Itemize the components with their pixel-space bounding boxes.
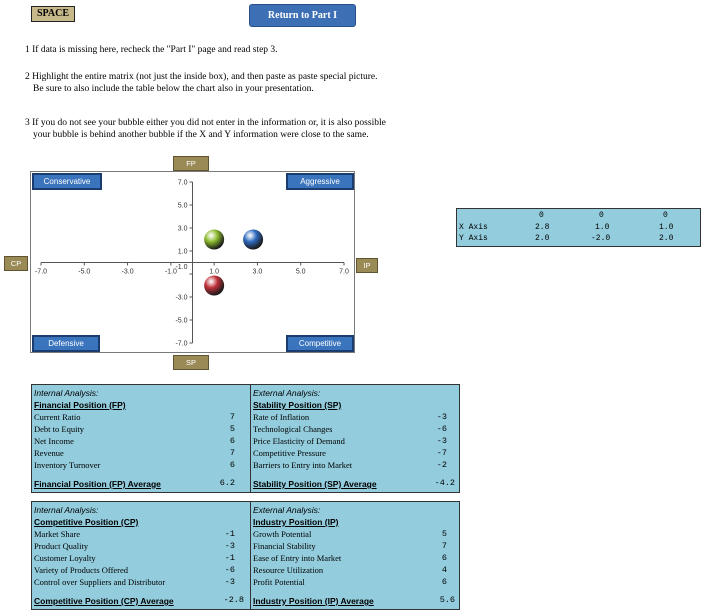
space-button[interactable]: SPACE (31, 6, 75, 22)
ip-item-value[interactable]: 6 (441, 577, 447, 587)
y-tick-label: 5.0 (177, 202, 188, 210)
sp-title: Stability Position (SP) (253, 400, 342, 410)
xy-cell: -2.0 (591, 234, 611, 243)
xy-row-label: Y Axis (459, 234, 488, 243)
cp-item-label: Market Share (34, 529, 81, 539)
xy-header-cell: 0 (663, 211, 668, 220)
sp-item-value[interactable]: -6 (436, 424, 447, 434)
y-tick-label: 3.0 (177, 225, 188, 233)
cp-average-label: Competitive Position (CP) Average (34, 596, 174, 606)
quadrant-label-aggressive: Aggressive (286, 173, 354, 190)
ip-item-value[interactable]: 5 (441, 529, 447, 539)
sp-average-label: Stability Position (SP) Average (253, 479, 377, 489)
ip-item-label: Resource Utilization (253, 565, 324, 575)
ip-item-label: Profit Potential (253, 577, 305, 587)
cp-item-label: Control over Suppliers and Distributor (34, 577, 166, 587)
table-divider (250, 502, 251, 609)
fp-item-label: Debt to Equity (34, 424, 85, 434)
table-divider (250, 385, 251, 492)
x-tick-label: 3.0 (252, 268, 263, 276)
y-tick-label: -5.0 (175, 317, 188, 325)
ip-title: Industry Position (IP) (253, 517, 339, 527)
fp-item-value[interactable]: 6 (229, 436, 235, 446)
xy-cell: 1.0 (659, 223, 674, 232)
xy-cell: 2.0 (659, 234, 674, 243)
note-3 (25, 117, 445, 141)
fp-item-label: Revenue (34, 448, 64, 458)
x-tick-label: 5.0 (295, 268, 306, 276)
cp-item-value[interactable]: -6 (224, 565, 235, 575)
note-text: If data is missing here, recheck the "Part I" page and read step 3. (32, 45, 278, 55)
y-tick-label: -3.0 (175, 294, 188, 302)
ip-kind-label: External Analysis: (253, 505, 321, 515)
note-text: Be sure to also include the table below the chart also in your presentation. (33, 84, 314, 94)
axis-label-sp: SP (173, 355, 209, 370)
note-1 (25, 44, 445, 56)
sp-item-label: Rate of Inflation (253, 412, 310, 422)
cp-item-label: Customer Loyalty (34, 553, 96, 563)
fp-kind-label: Internal Analysis: (34, 388, 99, 398)
fp-title: Financial Position (FP) (34, 400, 126, 410)
ip-item-value[interactable]: 6 (441, 553, 447, 563)
quadrant-label-conservative: Conservative (32, 173, 102, 190)
y-tick-label: -1.0 (175, 264, 188, 271)
sp-kind-label: External Analysis: (253, 388, 321, 398)
cp-item-value[interactable]: -1 (224, 529, 235, 539)
xy-header-cell: 0 (599, 211, 604, 220)
x-tick-label: -5.0 (78, 268, 91, 276)
note-text: Highlight the entire matrix (not just the inside box), and then paste as paste special picture. (32, 72, 378, 82)
axis-label-cp: CP (4, 256, 28, 271)
data-bubble (204, 276, 224, 296)
note-text: If you do not see your bubble either you did not enter in the information or, it is also possible (32, 118, 386, 128)
cp-average-value: -2.8 (223, 595, 244, 605)
ip-item-value[interactable]: 4 (441, 565, 447, 575)
fp-average-value: 6.2 (219, 478, 235, 488)
cp-item-value[interactable]: -3 (224, 541, 235, 551)
xy-row-x (457, 222, 700, 233)
note-2 (25, 71, 445, 95)
y-tick-label: 7.0 (177, 179, 188, 187)
ip-average-label: Industry Position (IP) Average (253, 596, 374, 606)
note-number: 3 (25, 118, 30, 128)
quadrant-label-defensive: Defensive (32, 335, 100, 352)
cp-item-label: Product Quality (34, 541, 89, 551)
sp-item-value[interactable]: -3 (436, 436, 447, 446)
fp-item-value[interactable]: 7 (229, 448, 235, 458)
space-matrix-plot-area (30, 171, 355, 353)
fp-item-label: Current Ratio (34, 412, 81, 422)
note-number: 1 (25, 45, 30, 55)
cp-item-value[interactable]: -3 (224, 577, 235, 587)
xy-header-row (457, 210, 700, 221)
sp-item-label: Barriers to Entry into Market (253, 460, 353, 470)
x-tick-label: -7.0 (34, 268, 48, 276)
sp-item-value[interactable]: -2 (436, 460, 447, 470)
ip-item-label: Growth Potential (253, 529, 312, 539)
sp-item-label: Competitive Pressure (253, 448, 326, 458)
ip-item-label: Financial Stability (253, 541, 316, 551)
x-tick-label: 1.0 (209, 268, 220, 276)
xy-row-y (457, 233, 700, 244)
note-number: 2 (25, 72, 30, 82)
x-tick-label: -3.0 (121, 268, 134, 276)
space-matrix-chart (31, 172, 354, 352)
ip-item-value[interactable]: 7 (441, 541, 447, 551)
quadrant-label-competitive: Competitive (286, 335, 354, 352)
ip-average-value: 5.6 (439, 595, 455, 605)
cp-item-label: Variety of Products Offered (34, 565, 129, 575)
analysis-table-fp-sp (31, 384, 460, 493)
x-tick-label: -1.0 (164, 268, 177, 276)
fp-item-value[interactable]: 5 (229, 424, 235, 434)
fp-item-value[interactable]: 7 (229, 412, 235, 422)
xy-cell: 1.0 (595, 223, 610, 232)
fp-item-value[interactable]: 6 (229, 460, 235, 470)
y-tick-label: -7.0 (175, 340, 188, 348)
xy-cell: 2.0 (535, 234, 550, 243)
data-bubble (204, 230, 224, 250)
sp-item-label: Technological Changes (253, 424, 333, 434)
xy-cell: 2.8 (535, 223, 550, 232)
return-to-part-1-button[interactable]: Return to Part I (249, 4, 356, 27)
sp-item-value[interactable]: -3 (436, 412, 447, 422)
note-text: your bubble is behind another bubble if the X and Y information were close to the same. (33, 130, 369, 140)
fp-item-label: Net Income (34, 436, 74, 446)
sp-item-value[interactable]: -7 (436, 448, 447, 458)
data-bubble (243, 230, 263, 250)
fp-item-label: Inventory Turnover (34, 460, 101, 470)
cp-title: Competitive Position (CP) (34, 517, 139, 527)
x-tick-label: 7.0 (339, 268, 349, 276)
fp-average-label: Financial Position (FP) Average (34, 479, 161, 489)
analysis-table-cp-ip (31, 501, 460, 610)
xy-header-cell: 0 (539, 211, 544, 220)
axis-label-ip: IP (356, 258, 378, 273)
sp-average-value: -4.2 (434, 478, 455, 488)
axis-label-fp: FP (173, 156, 209, 171)
cp-kind-label: Internal Analysis: (34, 505, 99, 515)
cp-item-value[interactable]: -1 (224, 553, 235, 563)
xy-row-label: X Axis (459, 223, 488, 232)
ip-item-label: Ease of Entry into Market (253, 553, 342, 563)
y-tick-label: 1.0 (177, 248, 188, 256)
xy-data-table (456, 208, 701, 247)
sp-item-label: Price Elasticity of Demand (253, 436, 345, 446)
